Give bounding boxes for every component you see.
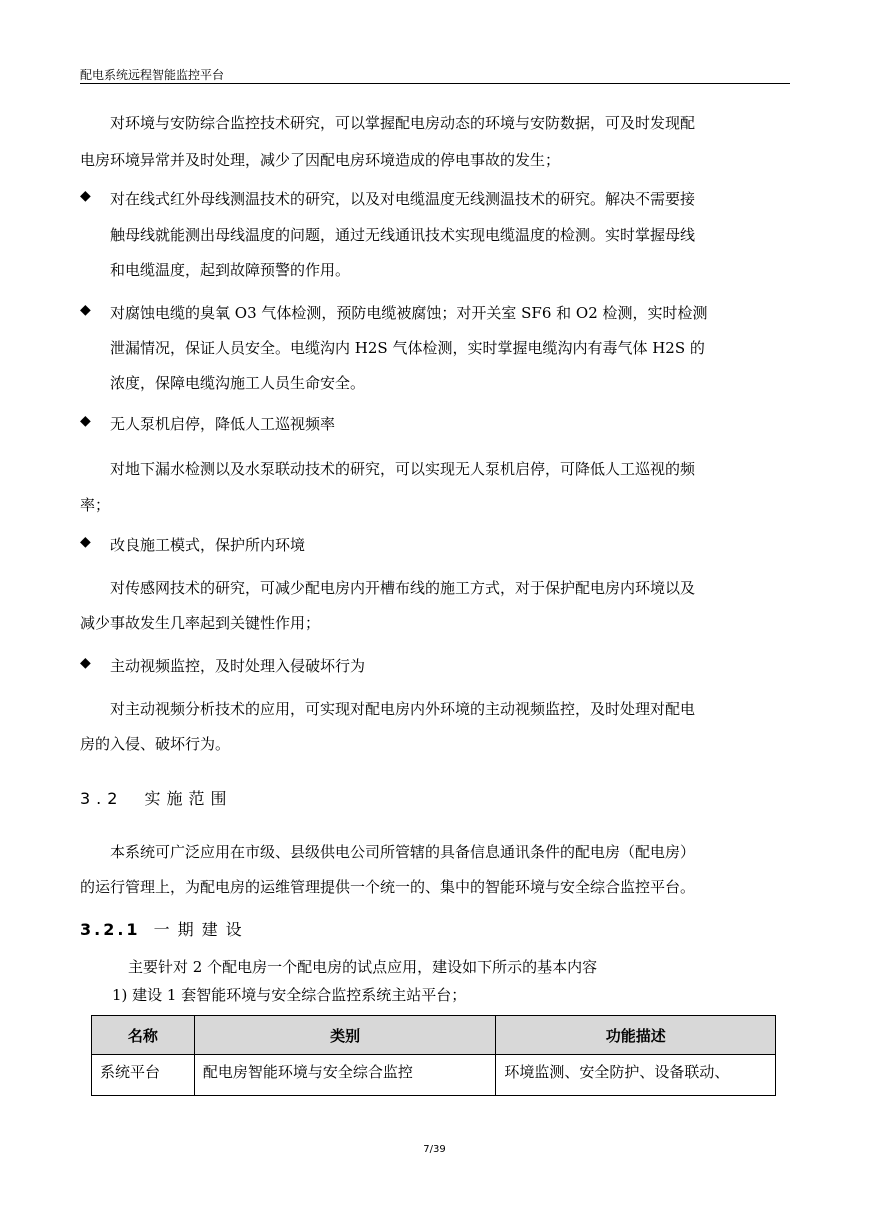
- subsection-number: 3.2.1: [80, 920, 141, 939]
- paragraph-line: 的运行管理上，为配电房的运维管理提供一个统一的、集中的智能环境与安全综合监控平台。: [80, 878, 696, 896]
- page-header-title: 配电系统远程智能监控平台: [80, 68, 225, 82]
- paragraph-line: 房的入侵、破坏行为。: [80, 735, 231, 753]
- bullet-diamond-icon: ◆: [80, 188, 91, 204]
- section-heading: [80, 786, 233, 809]
- table-row: [92, 1055, 776, 1096]
- subsection-heading: [80, 917, 250, 940]
- page-number: 7/39: [423, 1144, 446, 1155]
- table-cell: 系统平台: [92, 1055, 195, 1096]
- paragraph-line: 对主动视频分析技术的应用，可实现对配电房内外环境的主动视频监控，及时处理对配电: [110, 700, 696, 718]
- table-cell: 环境监测、安全防护、设备联动、: [496, 1055, 776, 1096]
- paragraph-line: 率；: [80, 496, 111, 514]
- paragraph-line: 电房环境异常并及时处理，减少了因配电房环境造成的停电事故的发生；: [80, 151, 561, 169]
- content-table: [91, 1015, 776, 1096]
- bullet-diamond-icon: ◆: [80, 655, 91, 671]
- table-header-cell: 功能描述: [496, 1016, 776, 1055]
- bullet-text: 触母线就能测出母线温度的问题，通过无线通讯技术实现电缆温度的检测。实时掌握母线: [110, 226, 696, 244]
- subsection-title: 一期建设: [153, 920, 250, 939]
- bullet-text: 泄漏情况，保证人员安全。电缆沟内 H2S 气体检测，实时掌握电缆沟内有毒气体 H2S 的: [110, 339, 705, 357]
- header-divider: [80, 83, 790, 84]
- table-header-row: [92, 1016, 776, 1055]
- table-header-cell: 名称: [92, 1016, 195, 1055]
- bullet-text: 无人泵机启停，降低人工巡视频率: [110, 415, 336, 433]
- bullet-text: 浓度，保障电缆沟施工人员生命安全。: [110, 374, 366, 392]
- bullet-text: 对腐蚀电缆的臭氧 O3 气体检测，预防电缆被腐蚀；对开关室 SF6 和 O2 检测，实时检测: [110, 304, 708, 322]
- bullet-diamond-icon: ◆: [80, 302, 91, 318]
- bullet-text: 和电缆温度，起到故障预警的作用。: [110, 261, 351, 279]
- table-cell: 配电房智能环境与安全综合监控: [194, 1055, 496, 1096]
- numbered-item: 1) 建设 1 套智能环境与安全综合监控系统主站平台；: [112, 986, 467, 1004]
- bullet-text: 对在线式红外母线测温技术的研究，以及对电缆温度无线测温技术的研究。解决不需要接: [110, 190, 696, 208]
- section-number: 3.2: [80, 789, 124, 808]
- section-title: 实施范围: [144, 789, 233, 808]
- paragraph-line: 本系统可广泛应用在市级、县级供电公司所管辖的具备信息通讯条件的配电房（配电房）: [110, 843, 696, 861]
- paragraph-line: 减少事故发生几率起到关键性作用；: [80, 614, 321, 632]
- paragraph-line: 对环境与安防综合监控技术研究，可以掌握配电房动态的环境与安防数据，可及时发现配: [110, 114, 696, 132]
- bullet-diamond-icon: ◆: [80, 534, 91, 550]
- paragraph-line: 对传感网技术的研究，可减少配电房内开槽布线的施工方式，对于保护配电房内环境以及: [110, 579, 696, 597]
- bullet-text: 改良施工模式，保护所内环境: [110, 536, 306, 554]
- bullet-diamond-icon: ◆: [80, 413, 91, 429]
- paragraph-line: 对地下漏水检测以及水泵联动技术的研究，可以实现无人泵机启停，可降低人工巡视的频: [110, 460, 696, 478]
- bullet-text: 主动视频监控，及时处理入侵破坏行为: [110, 657, 366, 675]
- table-header-cell: 类别: [194, 1016, 496, 1055]
- paragraph-line: 主要针对 2 个配电房一个配电房的试点应用，建设如下所示的基本内容: [128, 958, 598, 976]
